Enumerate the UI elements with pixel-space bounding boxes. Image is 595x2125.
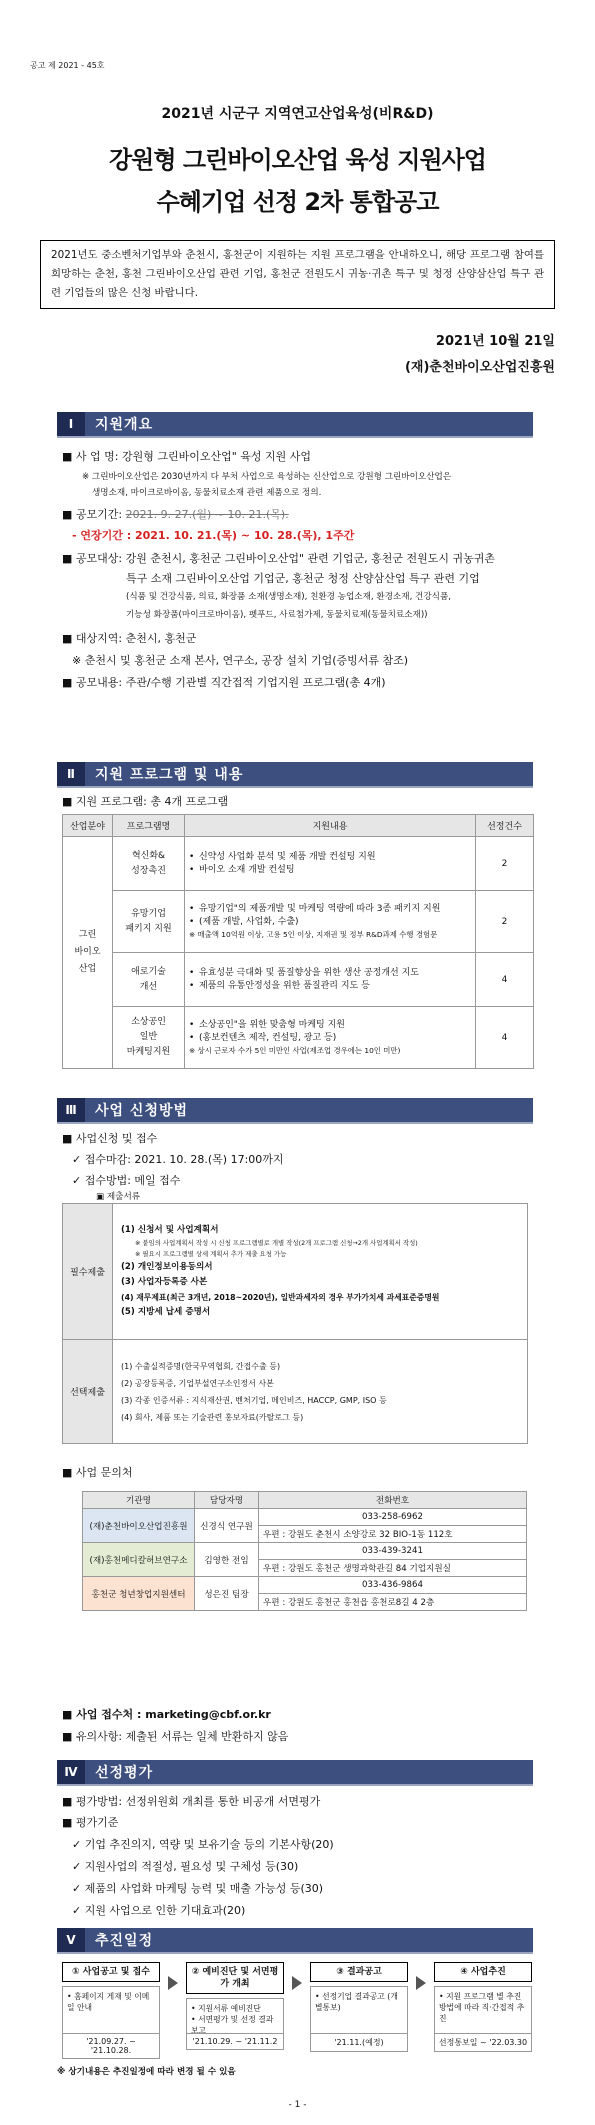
program-content [185, 1007, 476, 1069]
target-line-3: (식품 및 건강식품, 의료, 화장품 소재(생명소재), 친환경 농업소재, 환경소재, 건강식품, [126, 592, 451, 602]
arrow-right-icon [168, 1976, 178, 1990]
step-title: ② 예비진단 및 서면평가 개최 [186, 1962, 284, 1994]
period-line [62, 506, 289, 522]
program-content [185, 953, 476, 1007]
contact-address: 우편 : 강원도 홍천군 생명과학관길 84 기업지원실 [259, 1560, 527, 1577]
doc-note: ※ 붙임의 사업계획서 작성 시 신청 프로그램별로 개별 작성(2개 프로그램 신청→2개 사업계획서 작성) [135, 1239, 418, 1247]
target-line-4: 기능성 화장품(마이크로바이옴), 펫푸드, 사료첨가제, 동물치료제(동물치료소재)) [126, 610, 428, 620]
table-header: 프로그램명 [113, 815, 185, 837]
table-header: 선정건수 [476, 815, 534, 837]
notice-number: 공고 제 2021 - 45호 [30, 61, 105, 70]
application-title: ■ 사업신청 및 접수 [62, 1132, 158, 1145]
table-header: 기관명 [83, 1492, 195, 1509]
contact-person: 김영한 전임 [195, 1543, 259, 1577]
doc-item: (1) 수출실적증명(한국무역협회, 간접수출 등) [121, 1361, 281, 1371]
schedule-flow [62, 1962, 532, 2112]
contact-phone: 033-439-3241 [259, 1543, 527, 1560]
section-label: 사업 신청방법 [95, 1103, 189, 1119]
selection-count: 4 [476, 953, 534, 1007]
doc-item: (3) 사업자등록증 사본 [121, 1277, 208, 1287]
page-title-line1: 강원형 그린바이오산업 육성 지원사업 [108, 146, 486, 174]
target-line-2: 특구 소재 그린바이오산업 기업군, 홍천군 청정 산양삼산업 특구 관련 기업 [126, 572, 480, 585]
project-name: ■ 사 업 명: 강원형 그린바이오산업" 육성 지원 사업 [62, 450, 312, 463]
section-label: 지원 프로그램 및 내용 [95, 767, 244, 783]
step-body: • 홈페이지 게재 및 이메일 안내 [62, 1986, 160, 2034]
documents-table [62, 1203, 528, 1444]
step-body: • 지원서류 예비진단 • 서면평가 및 선정 결과보고 [186, 1998, 284, 2034]
list-item: • (홍보컨텐츠 제작, 컨설팅, 광고 등) [189, 1032, 471, 1045]
optional-docs [113, 1340, 528, 1444]
eval-criterion: ✓ 기업 추진의지, 역량 및 보유기술 등의 기본사항(20) [72, 1838, 334, 1851]
eval-criteria-title: ■ 평가기준 [62, 1816, 119, 1829]
list-item: • 제품의 유통안정성을 위한 품질관리 지도 등 [189, 980, 471, 993]
eval-criterion: ✓ 지원사업의 적절성, 필요성 및 구체성 등(30) [72, 1860, 299, 1873]
project-note-2: 생명소재, 마이크로바이옴, 동물치료소재 관련 제품으로 정의. [92, 488, 322, 498]
step-title: ① 사업공고 및 접수 [62, 1962, 160, 1982]
table-header: 전화번호 [259, 1492, 527, 1509]
section-header-application [57, 1098, 533, 1124]
arrow-right-icon [292, 1976, 302, 1990]
contact-org: (재)춘천바이오산업진흥원 [83, 1509, 195, 1543]
project-note: ※ 그린바이오산업은 2030년까지 다 부처 사업으로 육성하는 신산업으로 강원형 그린바이오산업은 [82, 472, 452, 482]
step-date: '21.11.(예정) [310, 2034, 408, 2052]
content-line: ■ 공모내용: 주관/수행 기관별 직간접적 기업지원 프로그램(총 4개) [62, 676, 386, 689]
section-header-overview [57, 412, 533, 438]
program-name: 소상공인 일반 마케팅지원 [113, 1007, 185, 1069]
list-item: • (제품 개발, 사업화, 수출) [189, 916, 471, 929]
eval-criterion: ✓ 제품의 사업화 마케팅 능력 및 매출 가능성 등(30) [72, 1882, 324, 1895]
step-title: ③ 결과공고 [310, 1962, 408, 1982]
program-name: 혁신화& 성장촉진 [113, 837, 185, 891]
table-header: 산업분야 [63, 815, 113, 837]
arrow-right-icon [416, 1976, 426, 1990]
page-title-line2: 수혜기업 선정 2차 통합공고 [156, 188, 439, 216]
step-date: '21.10.29. ~ '21.11.2 [186, 2034, 284, 2050]
caution-line: ■ 유의사항: 제출된 서류는 일체 반환하지 않음 [62, 1730, 289, 1743]
schedule-step [186, 1962, 284, 2050]
issuing-org: (재)춘천바이오산업진흥원 [404, 360, 555, 375]
program-count: ■ 지원 프로그램: 총 4개 프로그램 [62, 795, 229, 808]
period-extension: - 연장기간 : 2021. 10. 21.(목) ~ 10. 28.(목), 1주간 [72, 529, 355, 542]
required-docs [113, 1204, 528, 1340]
doc-item: (2) 공장등록증, 기업부설연구소인정서 사본 [121, 1378, 274, 1388]
page-number: - 1 - [288, 2100, 307, 2110]
doc-item: (5) 지방세 납세 증명서 [121, 1307, 211, 1317]
table-header: 지원내용 [185, 815, 476, 837]
industry-field: 그린 바이오 산업 [63, 837, 113, 1069]
step-date: '21.09.27. ~ '21.10.28. [62, 2034, 160, 2059]
period-label: ■ 공모기간: [62, 508, 126, 521]
section-label: 선정평가 [95, 1765, 154, 1781]
contact-person: 신경식 연구원 [195, 1509, 259, 1543]
doc-item: (2) 개인정보이용동의서 [121, 1262, 213, 1272]
list-item: • 유망기업"의 제품개발 및 마케팅 역량에 따라 3종 패키지 지원 [189, 903, 471, 916]
optional-label: 선택제출 [63, 1340, 113, 1444]
period-original: 2021. 9. 27.(월) ~ 10. 21.(목). [125, 508, 289, 521]
schedule-step [434, 1962, 532, 2052]
selection-count: 2 [476, 837, 534, 891]
submission-email: ■ 사업 접수처 : marketing@cbf.or.kr [62, 1708, 271, 1721]
selection-count: 4 [476, 1007, 534, 1069]
doc-item: (3) 각종 인증서류 : 지식재산권, 벤처기업, 메인비즈, HACCP, GMP, ISO 등 [121, 1395, 387, 1405]
schedule-step [310, 1962, 408, 2052]
doc-item: (1) 신청서 및 사업계획서 [121, 1225, 219, 1235]
eval-criterion: ✓ 지원 사업으로 인한 기대효과(20) [72, 1904, 246, 1917]
section-number: Ⅴ [57, 1928, 85, 1952]
section-label: 지원개요 [95, 417, 154, 433]
region-line: ■ 대상지역: 춘천시, 홍천군 [62, 632, 197, 645]
contact-person: 성은진 팀장 [195, 1577, 259, 1611]
required-label: 필수제출 [63, 1204, 113, 1340]
contact-phone: 033-258-6962 [259, 1509, 527, 1526]
list-item: • 신약성 사업화 분석 및 제품 개발 컨설팅 지원 [189, 851, 471, 864]
contact-phone: 033-436-9864 [259, 1577, 527, 1594]
step-title: ④ 사업추진 [434, 1962, 532, 1982]
program-name: 애로기술 개선 [113, 953, 185, 1007]
list-item: • 유효성분 극대화 및 품질향상을 위한 생산 공정개선 지도 [189, 967, 471, 980]
step-body: • 선정기업 결과공고 (개별통보) [310, 1986, 408, 2034]
schedule-note: ※ 상기내용은 추진일정에 따라 변경 될 수 있음 [57, 2067, 236, 2077]
list-item: • 소상공인"을 위한 맞춤형 마케팅 지원 [189, 1019, 471, 1032]
submission-method: ✓ 접수방법: 메일 접수 [72, 1174, 181, 1187]
doc-item: (4) 재무제표(최근 3개년, 2018~2020년), 일반과세자의 경우 부가가치세 과세표준증명원 [121, 1293, 440, 1302]
program-content [185, 891, 476, 953]
program-content [185, 837, 476, 891]
section-header-schedule [57, 1928, 533, 1954]
section-header-programs [57, 762, 533, 788]
doc-note: ※ 필요시 프로그램별 상세 계획서 추가 제출 요청 가능 [135, 1250, 287, 1258]
section-label: 추진일정 [95, 1933, 154, 1949]
eval-method: ■ 평가방법: 선정위원회 개최를 통한 비공개 서면평가 [62, 1795, 321, 1808]
contact-title: ■ 사업 문의처 [62, 1466, 133, 1479]
table-header: 담당자명 [195, 1492, 259, 1509]
step-body: • 지원 프로그램 별 추진방법에 따라 직·간접적 추진 [434, 1986, 532, 2034]
contact-org: 홍천군 청년창업지원센터 [83, 1577, 195, 1611]
section-number: Ⅰ [57, 412, 85, 436]
section-header-evaluation [57, 1760, 533, 1786]
contact-table [82, 1491, 527, 1611]
section-number: Ⅳ [57, 1760, 85, 1784]
subtitle: 2021년 시군구 지역연고산업육성(비R&D) [161, 106, 434, 122]
deadline: ✓ 접수마감: 2021. 10. 28.(목) 17:00까지 [72, 1153, 284, 1166]
program-note: ※ 매출액 10억원 이상, 고용 5인 이상, 지재권 및 정부 R&D과제 수행 경험문 [189, 930, 438, 939]
contact-address: 우편 : 강원도 춘천시 소양강로 32 BIO-1동 112호 [259, 1526, 527, 1543]
doc-item: (4) 회사, 제품 또는 기술관련 홍보자료(카탈로그 등) [121, 1412, 304, 1422]
program-name: 유망기업 패키지 지원 [113, 891, 185, 953]
intro-box: 2021년도 중소벤처기업부와 춘천시, 홍천군이 지원하는 지원 프로그램을 안내하오니, 해당 프로그램 참여를 희망하는 춘천, 홍천 그린바이오산업 관련 기업, 홍천군 전원도시 귀농·귀촌 특구 및 청정 산양삼산업 특구 관련 기업들의 많은 신청 바랍니다. [40, 240, 555, 309]
notice-date: 2021년 10월 21일 [435, 334, 555, 349]
step-date: 선정통보일 ~ '22.03.30 [434, 2034, 532, 2052]
region-note: ※ 춘천시 및 홍천군 소재 본사, 연구소, 공장 설치 기업(증빙서류 참조) [72, 654, 409, 667]
selection-count: 2 [476, 891, 534, 953]
section-number: Ⅱ [57, 762, 85, 786]
target-line: ■ 공모대상: 강원 춘천시, 홍천군 그린바이오산업" 관련 기업군, 홍천군 전원도시 귀농귀촌 [62, 552, 496, 565]
section-number: Ⅲ [57, 1098, 85, 1122]
program-table [62, 814, 534, 1069]
program-note: ※ 상시 근로자 수가 5인 미만인 사업(제조업 경우에는 10인 미만) [189, 1046, 401, 1055]
documents-title: ▣ 제출서류 [96, 1192, 141, 1202]
list-item: • 바이오 소재 개발 컨설팅 [189, 864, 471, 877]
schedule-step [62, 1962, 160, 2059]
contact-org: (재)홍천메디칼허브연구소 [83, 1543, 195, 1577]
contact-address: 우편 : 강원도 홍천군 홍천읍 홍천로8길 4 2층 [259, 1594, 527, 1611]
